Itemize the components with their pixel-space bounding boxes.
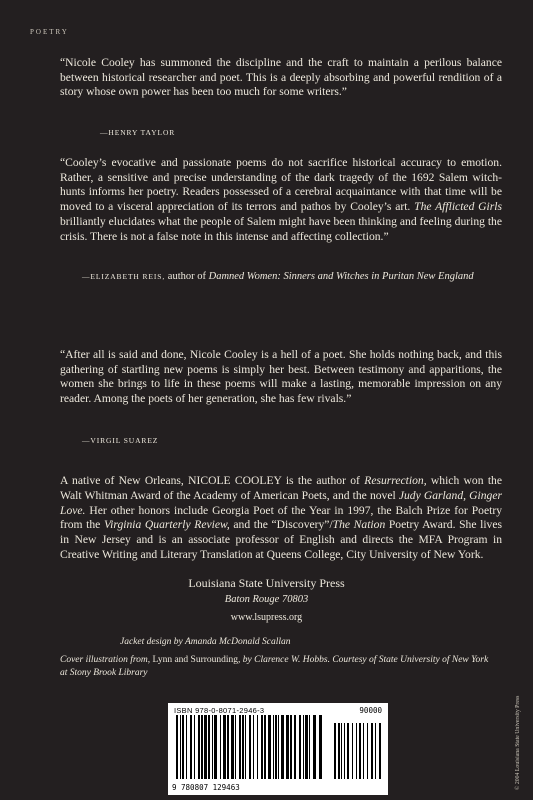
bio-text: A native of New Orleans, NICOLE COOLEY is the author of: [60, 474, 365, 487]
bio-text: which won the Walt Whitman Award of the Academy of American Poets, and the novel: [60, 474, 502, 502]
bio-journal-title: Virginia Quarterly Review,: [103, 518, 230, 532]
copyright-notice: [515, 690, 525, 790]
blurb-text: “Nicole Cooley has summoned the discipline and the craft to maintain a perilous balance between historical researcher and poet. This is a deeply absorbing and powerful rendition of a story whose own power has been too much for some writers.”: [60, 56, 502, 99]
author-book-title: Damned Women: Sinners and Witches in Puritan New England: [208, 271, 474, 282]
jacket-credit: Jacket design by Amanda McDonald Scallan: [120, 637, 291, 647]
price-addon: 90000: [359, 706, 382, 715]
blurb-henry-taylor: [60, 56, 502, 100]
blurb-elizabeth-reis: [60, 156, 502, 244]
isbn-barcode: [168, 703, 388, 795]
category-label: POETRY: [30, 28, 69, 36]
bio-book-title: Resurrection,: [364, 474, 427, 487]
cover-illustration-title: Lynn and Surrounding,: [152, 655, 241, 665]
book-title: The Afflicted Girls: [414, 200, 502, 214]
bio-text: Her other honors include Georgia Poet of the Year in 1997, the Balch Prize for Poetry from the: [60, 503, 502, 532]
copyright-text: © 2004 Louisiana State University Press: [515, 695, 521, 790]
blurb-virgil-suarez: [60, 348, 502, 407]
blurb-text: brilliantly elucidates what the people of Salem might have been thinking and feeling during the crisis. There is not a false note in this intense and affecting collection.”: [60, 214, 502, 243]
blurb-author: —ELIZABETH REIS,: [82, 272, 166, 281]
blurb-author: —VIRGIL SUAREZ: [82, 436, 159, 445]
bio-book-title: Judy Garland, Ginger Love.: [60, 488, 502, 517]
publisher-city: Baton Rouge 70803: [224, 594, 309, 605]
cover-credit: [60, 654, 490, 680]
publisher-name: Louisiana State University Press: [188, 576, 345, 590]
author-note: author of: [165, 271, 209, 282]
blurb-text: “Cooley’s evocative and passionate poems do not sacrifice historical accuracy to emotion. Rather, a sensitive and precise understanding of the dark tragedy of the 1692 Salem witch-hunts informs her poetry. Readers possessed of a cerebral acquaintance with that time will be moved to a visceral appreciation of its terrors and pathos by Cooley’s art.: [60, 156, 502, 214]
bio-text: and the “Discovery”/: [229, 518, 333, 532]
author-bio: [60, 474, 502, 563]
credit-text: Cover illustration from,: [60, 655, 153, 665]
barcode-bars-icon: [174, 715, 382, 783]
blurb-attribution: [82, 270, 482, 284]
publisher-url[interactable]: www.lsupress.org: [230, 612, 303, 623]
isbn-digits: 9 780807 129463: [172, 783, 240, 792]
bio-magazine-title: The Nation: [332, 518, 386, 532]
blurb-text: “After all is said and done, Nicole Cooley is a hell of a poet. She holds nothing back, and this gathering of startling new poems is simply her best. Between testimony and apparitions, the women she brings to life in these poems will make a lasting, memorable impression on any reader. Among the poets of her generation, she has few rivals.”: [60, 348, 502, 406]
bio-text: Poetry Award. She lives in New Jersey and is an associate professor of English and directs the MFA Program in Creative Writing and Literary Translation at Queens College, City University of New York.: [60, 518, 503, 561]
credit-text: by Clarence W. Hobbs. Courtesy of State University of New York at Stony Brook Library: [60, 655, 489, 678]
blurb-author: —HENRY TAYLOR: [100, 128, 176, 137]
isbn-label: ISBN 978-0-8071-2946-3: [174, 706, 265, 715]
